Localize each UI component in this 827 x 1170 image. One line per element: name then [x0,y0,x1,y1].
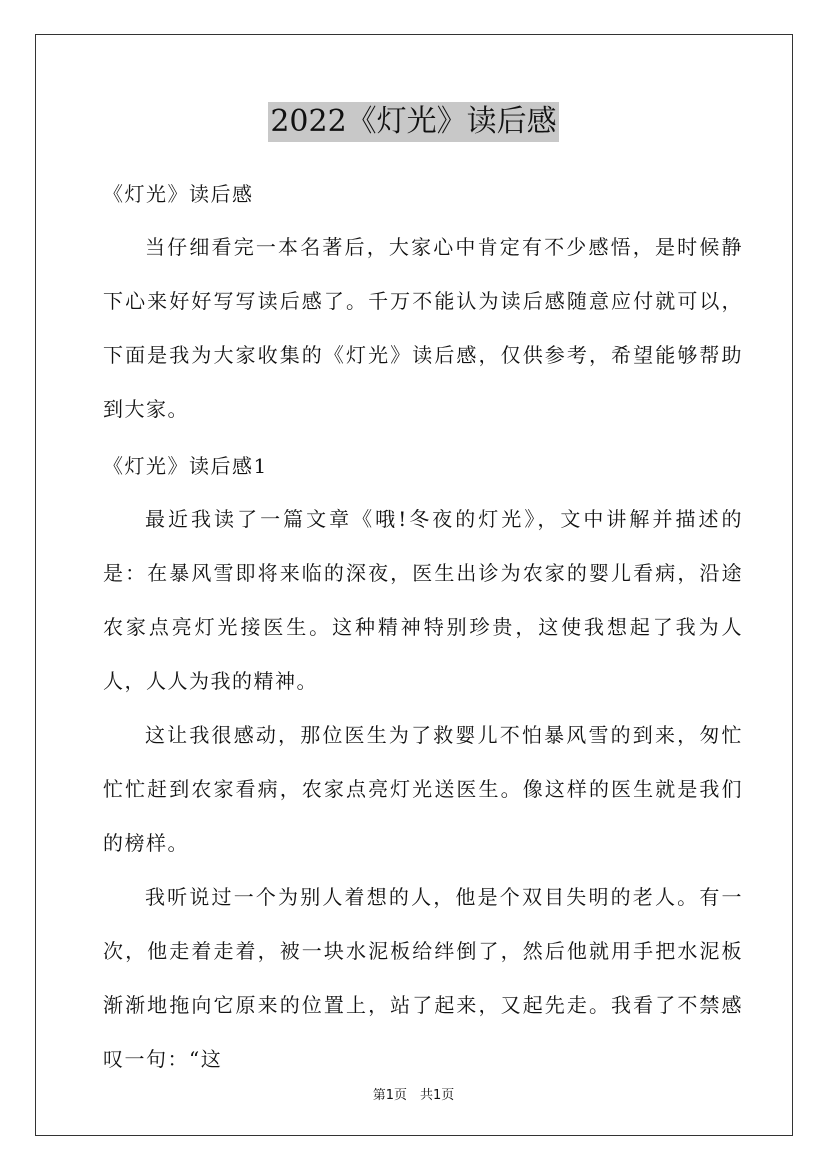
intro-section [103,220,743,436]
section1-body [103,492,743,1086]
section1-paragraph-2: 这让我很感动，那位医生为了救婴儿不怕暴风雪的到来，匆忙忙忙赶到农家看病，农家点亮灯光送医生。像这样的医生就是我们的榜样。 [103,723,743,855]
intro-paragraph: 当仔细看完一本名著后，大家心中肯定有不少感悟，是时候静下心来好好写写读后感了。千万不能认为读后感随意应付就可以，下面是我为大家收集的《灯光》读后感，仅供参考，希望能够帮助到大家。 [103,235,743,421]
page-footer: 第1页 共1页 [372,1088,455,1103]
intro-heading: 《灯光》读后感 [103,182,254,206]
section1-paragraph-1: 最近我读了一篇文章《哦!冬夜的灯光》，文中讲解并描述的是：在暴风雪即将来临的深夜，医生出诊为农家的婴儿看病，沿途农家点亮灯光接医生。这种精神特别珍贵，这使我想起了我为人人，人人为我的精神。 [103,507,743,693]
section1-paragraph-3: 我听说过一个为别人着想的人，他是个双目失明的老人。有一次，他走着走着，被一块水泥板给绊倒了，然后他就用手把水泥板渐渐地拖向它原来的位置上，站了起来，又起先走。我看了不禁感叹一句：“这 [103,885,743,1071]
title-container [0,102,827,142]
section1-heading: 《灯光》读后感1 [103,454,268,478]
document-title: 2022《灯光》读后感 [268,102,558,142]
